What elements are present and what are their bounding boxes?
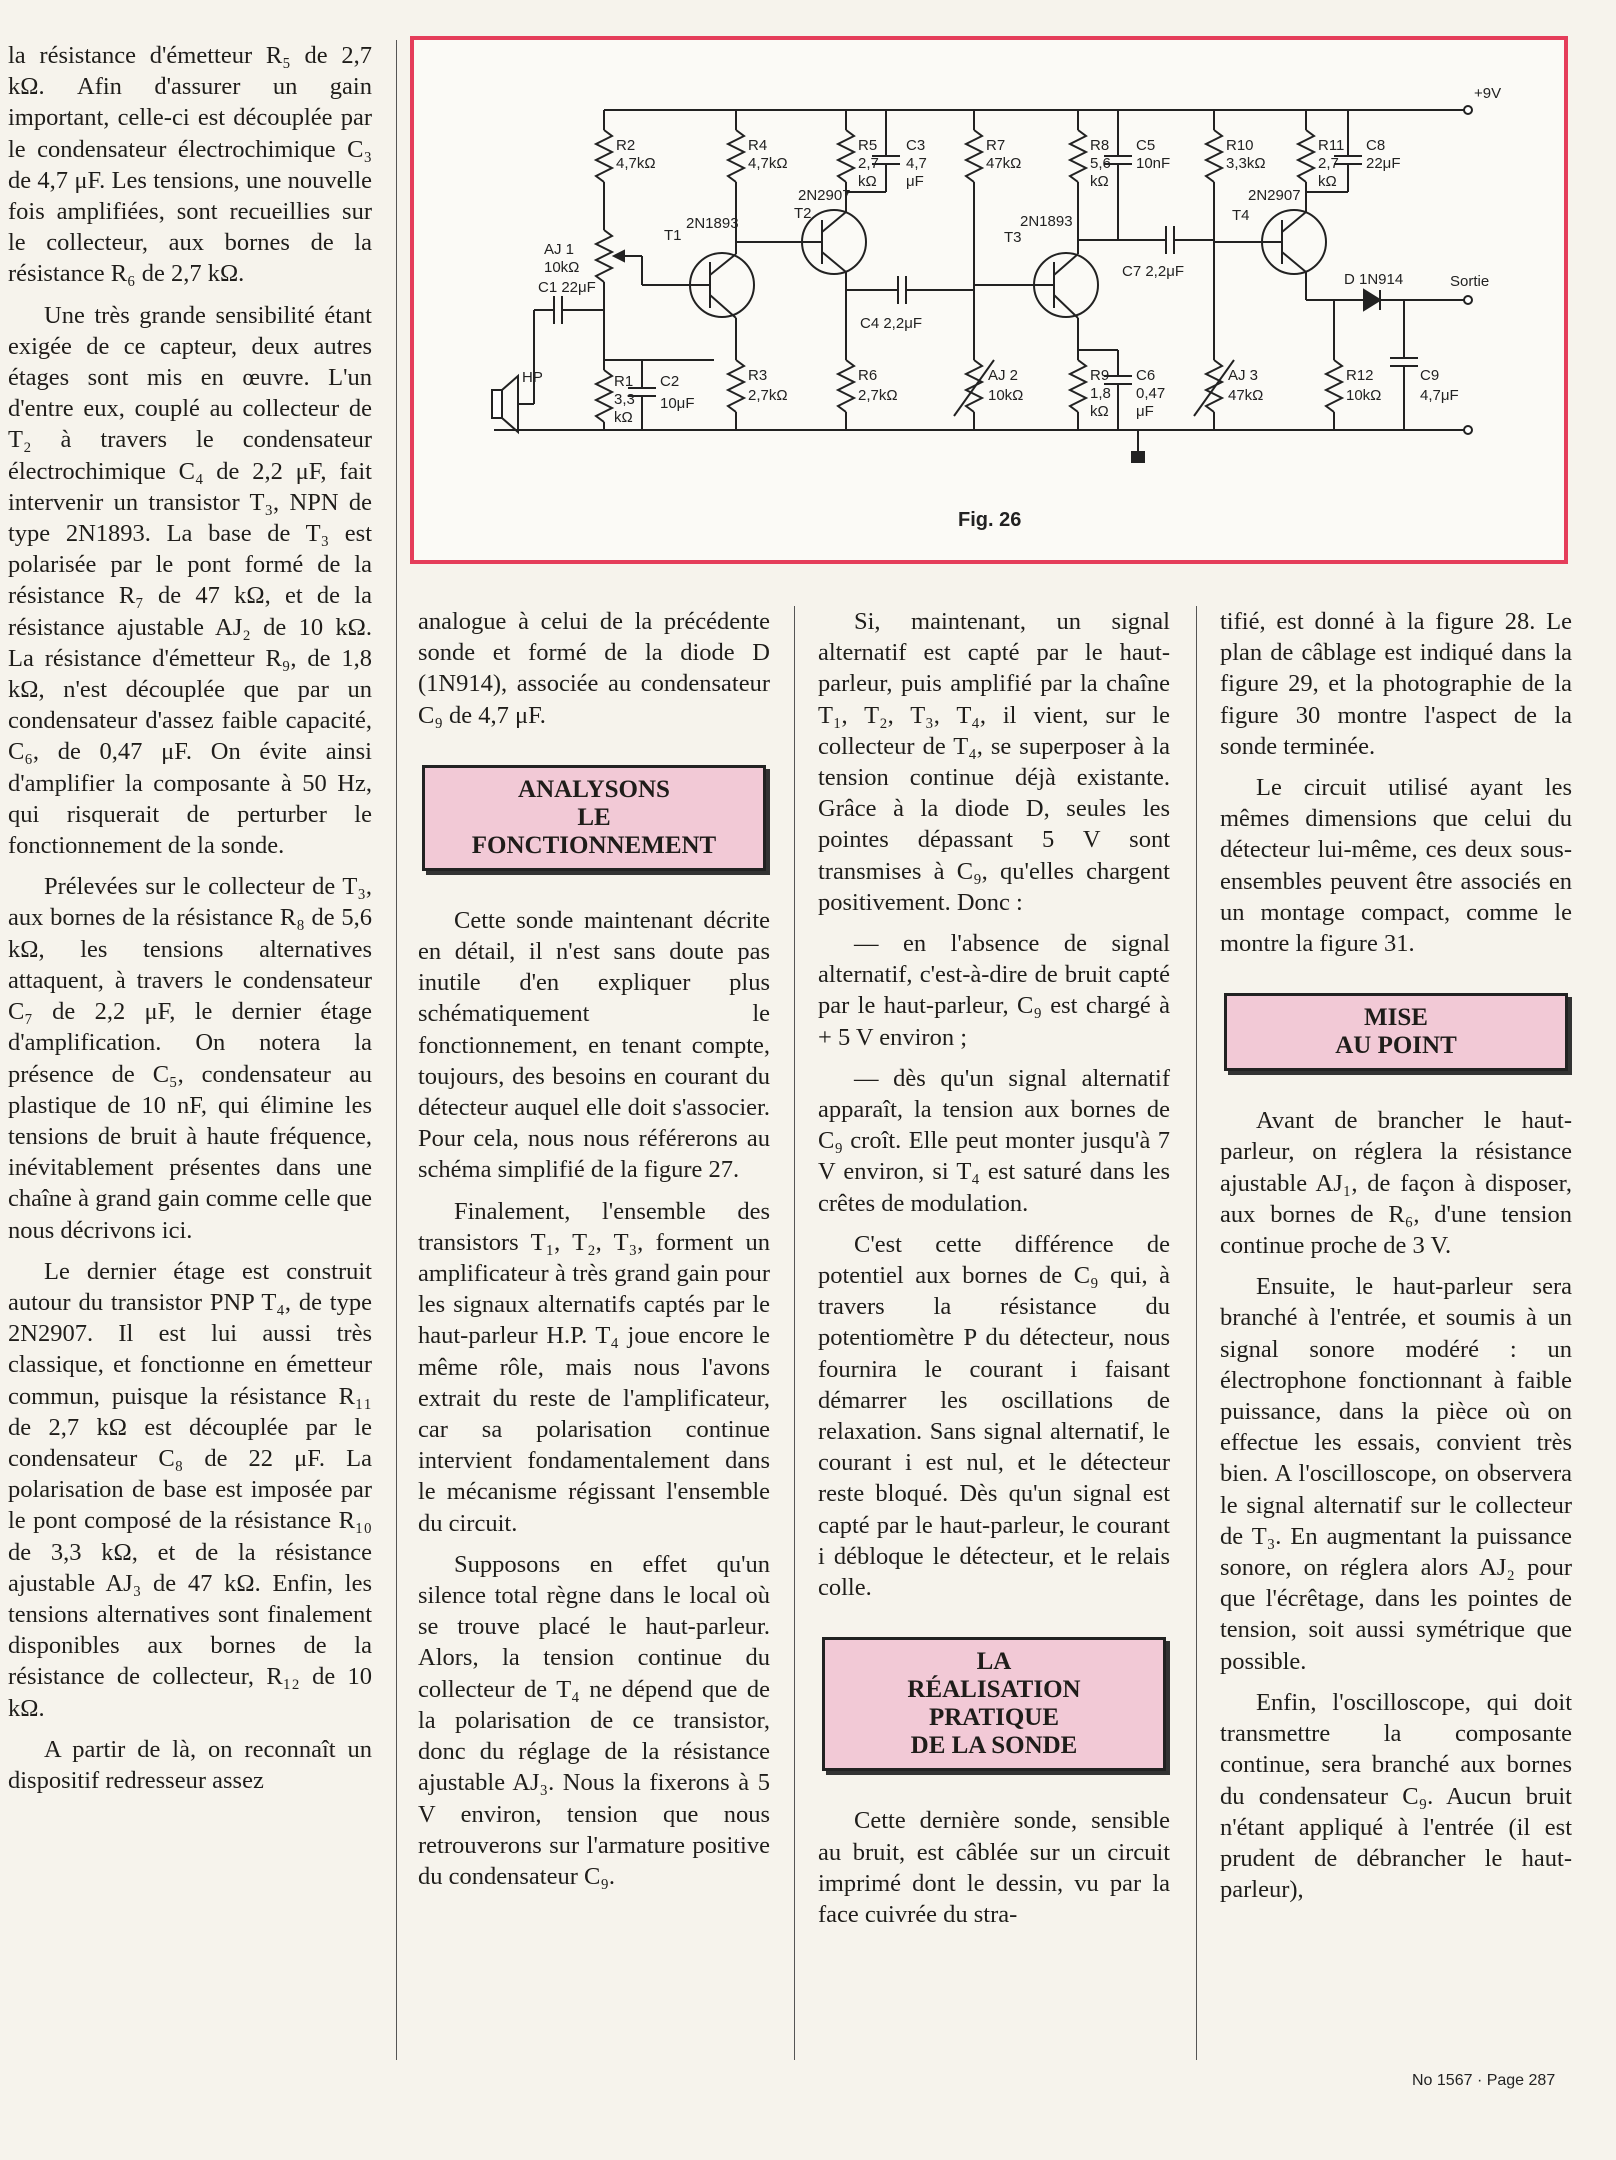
svg-text:1,8: 1,8 xyxy=(1090,385,1111,402)
svg-text:C9: C9 xyxy=(1420,367,1440,384)
svg-text:μF: μF xyxy=(906,173,924,190)
paragraph: Le dernier étage est construit autour du transistor PNP T₄, de type 2N2907. Il est lui aussi très classique, et fonctionne en émetteur commun, puisque la résistance R₁₁ de 2,7 kΩ est découplée par le condensateur C₈ de 22 μF. La polarisation de base est imposée par le pont composé de la résistance R₁₀ de 3,3 kΩ, et de la résistance ajustable AJ₃ de 47 kΩ. Enfin, les tensions alternatives sont finalement disponibles aux bornes de la résistance de collecteur, R₁₂ de 10 kΩ. xyxy=(8,1257,372,1722)
resistor-r2 xyxy=(596,130,612,182)
svg-text:22μF: 22μF xyxy=(1366,155,1401,172)
resistor-r7 xyxy=(966,130,982,182)
figure-caption: Fig. 26 xyxy=(958,509,1022,531)
resistor-r4 xyxy=(728,130,744,182)
page-footer: No 1567 · Page 287 xyxy=(1412,2072,1556,2089)
ground-terminal xyxy=(1464,426,1472,434)
column-divider xyxy=(794,606,795,2060)
svg-text:5,6: 5,6 xyxy=(1090,155,1111,172)
paragraph: Une très grande sensibilité étant exigée de ce capteur, deux autres étages sont mis en œuvre. L'un d'entre eux, couplé au collecteur de T₂ à travers le condensateur électrochimique C₄ de 2,2 μF, fait intervenir un transistor T₃, NPN de type 2N1893. La base de T₃ est polarisée par le pont formé de la résistance R₇ de 47 kΩ, et de la résistance ajustable AJ₂ de 10 kΩ. La résistance d'émetteur R₉, de 1,8 kΩ, n'est découplée que par un condensateur d'assez faible capacité, C₆, de 0,47 μF. On évite ainsi d'amplifier la composante à 50 Hz, qui risquerait de perturber le fonctionnement de la sonde. xyxy=(8,301,372,860)
svg-text:T1: T1 xyxy=(664,227,682,244)
figure-26-box xyxy=(410,36,1568,564)
svg-text:kΩ: kΩ xyxy=(1318,173,1337,190)
resistor-r5 xyxy=(838,130,854,182)
svg-text:C8: C8 xyxy=(1366,137,1386,154)
paragraph: C'est cette différence de potentiel aux bornes de C₉ qui, à travers la résistance du potentiomètre P du détecteur, nous fournira le courant i faisant démarrer les oscillations de relaxation. Sans signal alternatif, le courant i est nul, et le détecteur reste bloqué. Dès qu'un signal est capté par le haut-parleur, le courant i débloque le détecteur, et le relais colle. xyxy=(818,1230,1170,1602)
paragraph: Ensuite, le haut-parleur sera branché à l'entrée, et soumis à un signal sonore modéré : un électrophone fonctionnant à faible puissance, dans la pièce où on effectue les essais, convient très bien. A l'oscilloscope, on observera le signal alternatif sur le collecteur de T₃. En augmentant la puissance sonore, on réglera alors AJ₂ pour que l'écrêtage, dans les pointes de tension, soit aussi symétrique que possible. xyxy=(1220,1273,1572,1675)
svg-text:C7 2,2μF: C7 2,2μF xyxy=(1122,263,1184,280)
svg-text:T4: T4 xyxy=(1232,207,1250,224)
paragraph: — en l'absence de signal alternatif, c'est-à-dire de bruit capté par le haut-parleur, C₉ est chargé à + 5 V environ ; xyxy=(818,930,1170,1051)
paragraph: Cette sonde maintenant décrite en détail, il n'est sans doute pas inutile d'en expliquer plus schématiquement le fonctionnement, en tenant compte, toujours, des besoins en courant du détecteur auquel elle doit s'associer. Pour cela, nous nous référerons au schéma simplifié de la figure 27. xyxy=(418,906,770,1184)
paragraph: A partir de là, on reconnaît un dispositif redresseur assez xyxy=(8,1735,372,1794)
svg-text:R11: R11 xyxy=(1318,137,1345,154)
diode-d xyxy=(1364,290,1380,310)
svg-text:R12: R12 xyxy=(1346,367,1374,384)
svg-text:4,7kΩ: 4,7kΩ xyxy=(616,155,656,172)
svg-text:R3: R3 xyxy=(748,367,768,384)
svg-text:2,7kΩ: 2,7kΩ xyxy=(748,387,788,404)
svg-text:C3: C3 xyxy=(906,137,926,154)
paragraph: Cette dernière sonde, sensible au bruit, est câblée sur un circuit imprimé dont le dessin, vu par la face cuivrée du stra- xyxy=(818,1807,1170,1928)
svg-text:0,47: 0,47 xyxy=(1136,385,1166,402)
svg-text:2N1893: 2N1893 xyxy=(686,215,739,232)
paragraph: analogue à celui de la précédente sonde et formé de la diode D (1N914), associée au condensateur C₉ de 4,7 μF. xyxy=(418,608,770,729)
resistor-r6 xyxy=(838,360,854,412)
resistor-r11 xyxy=(1298,130,1314,182)
svg-text:kΩ: kΩ xyxy=(858,173,877,190)
paragraph: Le circuit utilisé ayant les mêmes dimensions que celui du détecteur lui-même, ces deux sous-ensembles peuvent être associés en un montage compact, comme le montre la figure 31. xyxy=(1220,774,1572,958)
resistor-r8 xyxy=(1070,130,1086,182)
svg-text:R2: R2 xyxy=(616,137,636,154)
column-4 xyxy=(1220,606,1572,1915)
trimmer-aj1 xyxy=(596,230,612,282)
supply-label: +9V xyxy=(1474,85,1502,102)
section-heading-mise-au-point: MISE AU POINT xyxy=(1224,993,1568,1071)
svg-text:C4 2,2μF: C4 2,2μF xyxy=(860,315,922,332)
svg-text:HP: HP xyxy=(522,369,543,386)
svg-text:R8: R8 xyxy=(1090,137,1110,154)
column-3 xyxy=(818,606,1170,1940)
svg-text:47kΩ: 47kΩ xyxy=(1228,387,1264,404)
svg-text:AJ 3: AJ 3 xyxy=(1228,367,1259,384)
svg-text:R1: R1 xyxy=(614,373,634,390)
speaker-hp xyxy=(492,390,502,418)
resistor-r9 xyxy=(1070,360,1086,412)
paragraph: — dès qu'un signal alternatif apparaît, la tension aux bornes de C₉ croît. Elle peut monter jusqu'à 7 V environ, si T₄ est saturé dans les crêtes de modulation. xyxy=(818,1064,1170,1217)
resistor-r12 xyxy=(1326,360,1342,412)
svg-text:4,7: 4,7 xyxy=(906,155,927,172)
svg-text:47kΩ: 47kΩ xyxy=(986,155,1022,172)
svg-text:T3: T3 xyxy=(1004,229,1022,246)
paragraph: Si, maintenant, un signal alternatif est capté par le haut-parleur, puis amplifié par la chaîne T₁, T₂, T₃, T₄, il vient, sur le collecteur de T₄, se superposer à la tension continue déjà existante. Grâce à la diode D, seules les pointes dépassant 5 V sont transmises à C₉, qu'elles chargent positivement. Donc : xyxy=(818,608,1170,916)
svg-text:R4: R4 xyxy=(748,137,768,154)
svg-text:3,3kΩ: 3,3kΩ xyxy=(1226,155,1266,172)
svg-text:C1 22μF: C1 22μF xyxy=(538,279,596,296)
svg-text:kΩ: kΩ xyxy=(1090,173,1109,190)
svg-text:C6: C6 xyxy=(1136,367,1156,384)
svg-text:AJ 1: AJ 1 xyxy=(544,241,575,258)
paragraph: Avant de brancher le haut-parleur, on réglera la résistance ajustable AJ₁, de façon à disposer, aux bornes de R₆, d'une tension continue proche de 3 V. xyxy=(1220,1107,1572,1260)
svg-text:10nF: 10nF xyxy=(1136,155,1171,172)
circuit-schematic xyxy=(414,40,1564,560)
paragraph: la résistance d'émetteur R₅ de 2,7 kΩ. Afin d'assurer un gain important, celle-ci est découplée par le condensateur électrochimique C₃ de 4,7 μF. Les tensions, une nouvelle fois amplifiées, sont recueillies sur le collecteur, aux bornes de la résistance R₆ de 2,7 kΩ. xyxy=(8,42,372,288)
svg-text:kΩ: kΩ xyxy=(614,409,633,426)
column-2 xyxy=(418,606,770,1902)
paragraph: Prélevées sur le collecteur de T₃, aux bornes de la résistance R₈ de 5,6 kΩ, les tensions alternatives attaquent, à travers le condensateur C₇ de 2,2 μF, le dernier étage d'amplification. On notera la présence de C₅, condensateur au plastique de 10 nF, qui élimine les tensions de bruit à haute fréquence, inévitablement présentes dans une chaîne à grand gain comme celle que nous décrivons ici. xyxy=(8,873,372,1244)
trimmer-aj2 xyxy=(966,360,982,412)
resistor-r10 xyxy=(1206,130,1222,182)
svg-text:10kΩ: 10kΩ xyxy=(1346,387,1382,404)
svg-text:R9: R9 xyxy=(1090,367,1110,384)
svg-text:R10: R10 xyxy=(1226,137,1254,154)
svg-text:10kΩ: 10kΩ xyxy=(544,259,580,276)
paragraph: Finalement, l'ensemble des transistors T₁, T₂, T₃, forment un amplificateur à très grand gain pour les signaux alternatifs captés par le haut-parleur H.P. T₄ joue encore le même rôle, mais nous l'avons extrait du reste de l'amplificateur, car sa polarisation continue intervient fondamentalement dans le mécanisme régissant l'ensemble du circuit. xyxy=(418,1197,770,1537)
column-divider xyxy=(1196,606,1197,2060)
column-divider xyxy=(396,40,397,2060)
svg-text:4,7μF: 4,7μF xyxy=(1420,387,1459,404)
svg-text:kΩ: kΩ xyxy=(1090,403,1109,420)
svg-text:10kΩ: 10kΩ xyxy=(988,387,1024,404)
resistor-r1 xyxy=(596,370,612,422)
svg-text:2N2907: 2N2907 xyxy=(1248,187,1301,204)
svg-text:R6: R6 xyxy=(858,367,878,384)
svg-text:4,7kΩ: 4,7kΩ xyxy=(748,155,788,172)
svg-text:T2: T2 xyxy=(794,205,812,222)
column-1 xyxy=(8,40,372,1806)
trimmer-aj3 xyxy=(1206,360,1222,412)
svg-text:μF: μF xyxy=(1136,403,1154,420)
svg-text:2N1893: 2N1893 xyxy=(1020,213,1073,230)
section-heading-analysons: ANALYSONS LE FONCTIONNEMENT xyxy=(422,765,766,871)
svg-text:2,7: 2,7 xyxy=(1318,155,1339,172)
supply-terminal xyxy=(1464,106,1472,114)
svg-text:D 1N914: D 1N914 xyxy=(1344,271,1404,288)
svg-text:C2: C2 xyxy=(660,373,680,390)
svg-text:3,3: 3,3 xyxy=(614,391,635,408)
output-terminal xyxy=(1464,296,1472,304)
resistor-r3 xyxy=(728,360,744,412)
svg-text:2N2907: 2N2907 xyxy=(798,187,851,204)
section-heading-realisation: LA RÉALISATION PRATIQUE DE LA SONDE xyxy=(822,1637,1166,1771)
svg-text:R5: R5 xyxy=(858,137,878,154)
svg-text:2,7kΩ: 2,7kΩ xyxy=(858,387,898,404)
ground-symbol xyxy=(1132,452,1144,462)
paragraph: Enfin, l'oscilloscope, qui doit transmettre la composante continue, sera branché aux bornes du condensateur C₉. Aucun bruit n'étant appliqué à l'entrée (il est prudent de débrancher le haut-parleur), xyxy=(1220,1688,1572,1904)
svg-text:AJ 2: AJ 2 xyxy=(988,367,1019,384)
paragraph: Supposons en effet qu'un silence total règne dans le local où se trouve placé le haut-parleur. Alors, la tension continue du collecteur de T₄ ne dépend que de la polarisation de ce transistor, donc du réglage de la résistance ajustable AJ₃. Nous la fixerons à 5 V environ, tension que nous retrouverons sur l'armature positive du condensateur C₉. xyxy=(418,1550,770,1890)
output-label: Sortie xyxy=(1450,273,1490,290)
svg-text:R7: R7 xyxy=(986,137,1006,154)
svg-text:10μF: 10μF xyxy=(660,395,695,412)
paragraph: tifié, est donné à la figure 28. Le plan de câblage est indiqué dans la figure 29, et la photographie de la figure 30 montre l'aspect de la sonde terminée. xyxy=(1220,608,1572,760)
svg-text:C5: C5 xyxy=(1136,137,1156,154)
svg-text:2,7: 2,7 xyxy=(858,155,879,172)
